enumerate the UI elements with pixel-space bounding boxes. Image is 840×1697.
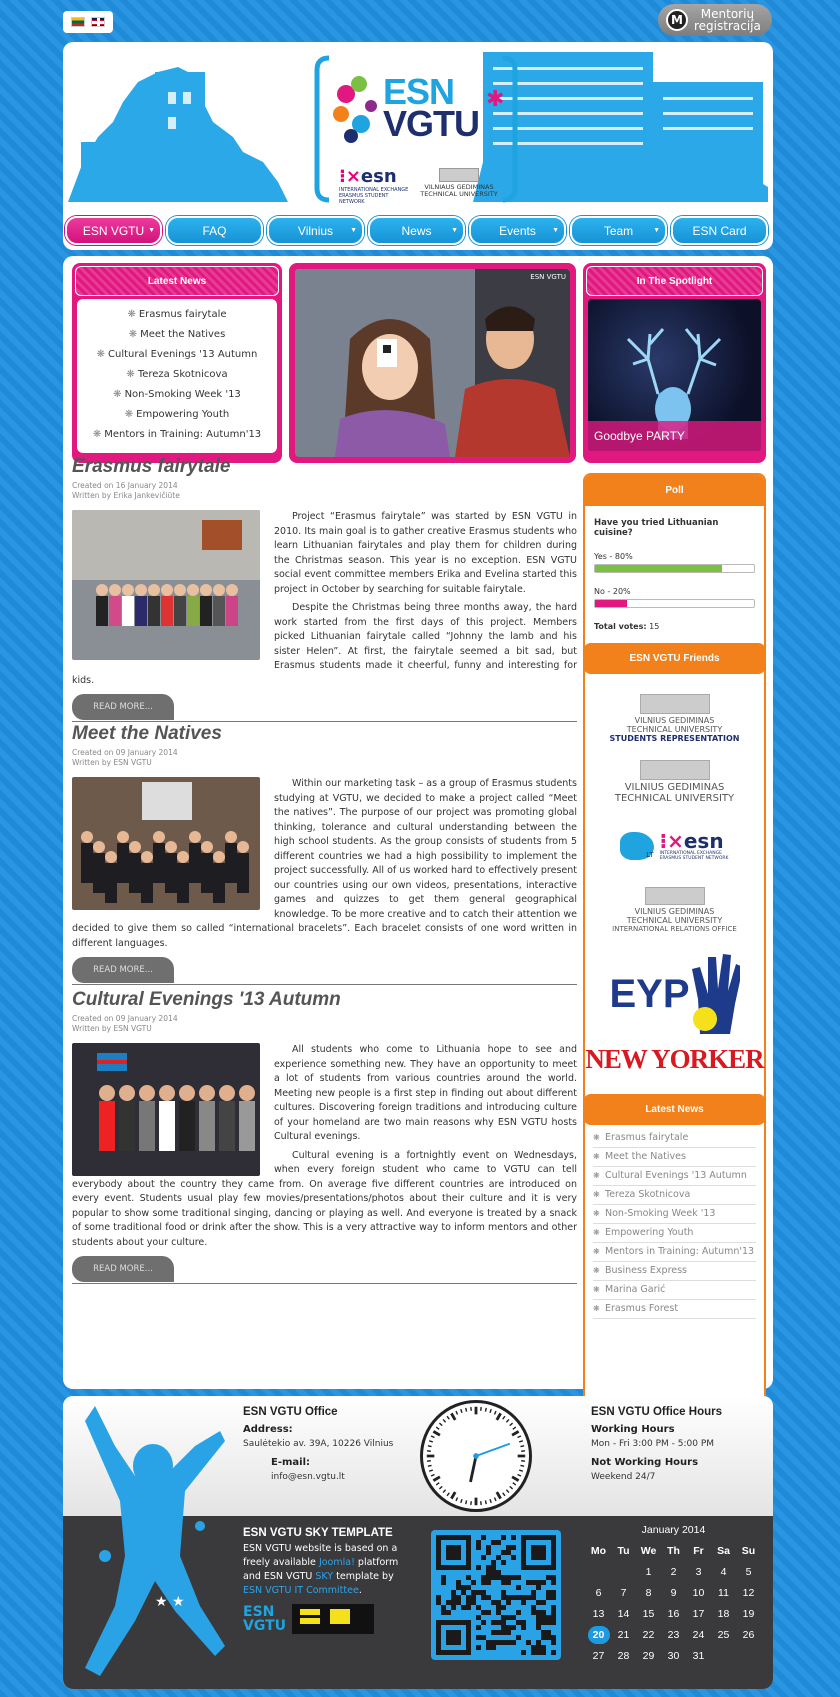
calendar-day[interactable]: 28	[617, 1649, 630, 1662]
nav-label: News	[401, 223, 432, 238]
nav-label: FAQ	[202, 223, 227, 238]
friend-vgtu-international-office[interactable]: VILNIUS GEDIMINAS TECHNICAL UNIVERSITY INTERNATIONAL RELATIONS OFFICE	[601, 880, 748, 940]
latest-news-item[interactable]: ❋ Meet the Natives	[128, 329, 226, 340]
article-paragraph: Within our marketing task – as a group of Erasmus students studying at VGTU, we decided to make a project called “Meet the natives”. The purpose of our project was promoting global thinking, tolerance and cultural understanding between the high school students. As the group consists of students from 5 different countries we had a high possibility to implement the project successfully. All of us worked hard to effectively present our countries using our own videos, presentations, interactive games and quizzes to get them general geographical knowledge. To be more creative and to catch their attention we decided to give them so called “international bracelets”. Each bracelet consists of one word written in different languages.	[72, 778, 577, 949]
spotlight-caption: Goodbye PARTY	[588, 421, 761, 451]
calendar-day[interactable]: 14	[617, 1607, 630, 1620]
calendar-day[interactable]: 21	[617, 1628, 630, 1641]
poll-widget	[585, 506, 764, 643]
side-news-item[interactable]: ❋ Empowering Youth	[593, 1224, 756, 1243]
friend-esn-lithuania[interactable]: LT ⁝×esn INTERNATIONAL EXCHANGE ERASMUS STUDENT NETWORK	[601, 816, 748, 876]
calendar-day[interactable]: 25	[717, 1628, 730, 1641]
latest-news-item[interactable]: ❋ Cultural Evenings '13 Autumn	[96, 349, 258, 360]
svg-text:★ ★: ★ ★	[155, 1594, 185, 1610]
calendar-day[interactable]: 22	[642, 1628, 655, 1641]
nav-label: Vilnius	[297, 223, 334, 238]
esn-vgtu-logo[interactable]	[311, 54, 521, 204]
slider-photo	[295, 269, 570, 457]
article	[72, 989, 577, 1284]
side-news-item[interactable]: ❋ Cultural Evenings '13 Autumn	[593, 1167, 756, 1186]
calendar-day[interactable]: 1	[645, 1565, 652, 1578]
nav-news[interactable]	[368, 216, 465, 245]
nav-esn-vgtu[interactable]	[65, 216, 162, 245]
spotlight-title: In The Spotlight	[586, 266, 763, 296]
caret-down-icon: ▼	[552, 227, 559, 234]
bullet-icon: ❋	[92, 429, 102, 440]
esn-vgtu-small-logo[interactable]: ESN VGTU	[243, 1604, 286, 1634]
sky-link[interactable]: SKY	[315, 1571, 334, 1582]
article-paragraph: Despite the Christmas being three months away, the hard work started from the first days of this project. Members picked Lithuanian fairytale called “Johnny the lamb and his sister Helen”. At first, the fairytale seemed a bit sad, but Erasmus students made it cheerful, funny and interesting for kids.	[72, 602, 577, 686]
slider-watermark: ESN VGTU	[530, 273, 566, 281]
footer-logos	[243, 1604, 413, 1634]
calendar-day[interactable]: 9	[670, 1586, 677, 1599]
svg-text:✱: ✱	[486, 87, 505, 112]
image-slider[interactable]	[289, 263, 576, 463]
calendar-day[interactable]: 15	[642, 1607, 655, 1620]
language-switcher	[63, 11, 113, 33]
vgtu-university-logo: VILNIAUS GEDIMINAS TECHNICAL UNIVERSITY	[419, 168, 499, 198]
calendar-day[interactable]: 29	[642, 1649, 655, 1662]
sky-title: ESN VGTU SKY TEMPLATE	[243, 1527, 393, 1539]
header	[63, 42, 773, 250]
poll-option	[594, 587, 755, 608]
latest-news-item[interactable]: ❋ Empowering Youth	[124, 409, 230, 420]
friends-list	[585, 674, 764, 1094]
article-title[interactable]: Meet the Natives	[72, 723, 222, 744]
nav-label: Events	[499, 223, 536, 238]
side-news-item[interactable]: ❋ Business Express	[593, 1262, 756, 1281]
nav-vilnius[interactable]	[267, 216, 364, 245]
nav-faq[interactable]	[166, 216, 263, 245]
side-news-item[interactable]: ❋ Non-Smoking Week '13	[593, 1205, 756, 1224]
latest-news-list	[77, 299, 277, 453]
calendar-day[interactable]: 13	[592, 1607, 605, 1620]
calendar-weekday: Mo	[590, 1544, 607, 1557]
calendar-day[interactable]: 10	[692, 1586, 705, 1599]
working-hours-label: Working Hours	[591, 1424, 675, 1435]
calendar-weekday: Th	[667, 1544, 680, 1557]
nav-esn-card[interactable]	[671, 216, 768, 245]
lithuanian-flag-icon[interactable]	[71, 17, 85, 27]
side-news-item[interactable]: ❋ Erasmus Forest	[593, 1300, 756, 1319]
side-news-item[interactable]: ❋ Mentors in Training: Autumn'13	[593, 1243, 756, 1262]
article-title[interactable]: Erasmus fairytale	[72, 456, 231, 477]
it-committee-link[interactable]: ESN VGTU IT Committee	[243, 1585, 359, 1596]
calendar-today[interactable]: 20	[586, 1624, 611, 1645]
office-hours-title: ESN VGTU Office Hours	[591, 1406, 722, 1418]
article-image[interactable]	[72, 510, 260, 660]
bullet-icon: ❋	[124, 409, 134, 420]
poll-bar	[594, 564, 755, 573]
calendar-day[interactable]: 16	[667, 1607, 680, 1620]
office-info	[243, 1406, 403, 1482]
latest-news-item[interactable]: ❋ Erasmus fairytale	[127, 309, 227, 320]
latest-news-title: Latest News	[75, 266, 279, 296]
calendar-empty	[586, 1561, 611, 1582]
main-navigation	[65, 216, 768, 245]
side-news-title: Latest News	[583, 1094, 766, 1125]
not-working-label: Not Working Hours	[591, 1457, 699, 1468]
poll-total: Total votes: 15	[594, 622, 660, 631]
joomla-link[interactable]: Joomla!	[318, 1557, 355, 1568]
mentor-logo-icon: M	[666, 9, 688, 31]
friend-eyp-logo[interactable]: EYP	[585, 944, 764, 1044]
calendar-day[interactable]: 12	[742, 1586, 755, 1599]
caret-down-icon: ▼	[653, 227, 660, 234]
sa-solutions-logo[interactable]	[292, 1604, 374, 1634]
esn-network-logo: ⁝×esn INTERNATIONAL EXCHANGE ERASMUS STUDENT NETWORK	[339, 166, 409, 205]
poll-option-label: No - 20%	[594, 587, 631, 596]
caret-down-icon: ▼	[148, 227, 155, 234]
address-label: Address:	[243, 1424, 293, 1435]
friend-newyorker-logo[interactable]: NEW YORKER	[585, 1044, 764, 1074]
read-more-button[interactable]: READ MORE...	[72, 694, 174, 720]
calendar	[586, 1524, 761, 1666]
calendar-weekday: Sa	[717, 1544, 730, 1557]
sky-template-info: ESN VGTU SKY TEMPLATE ESN VGTU website is based on a freely available Joomla! platform and ESN VGTU SKY template by ESN VGTU IT Committee. ESN VGTU	[243, 1526, 413, 1634]
esn-vgtu-wordmark: ESN VGTU	[383, 71, 480, 144]
side-news-item[interactable]: ❋ Tereza Skotnicova	[593, 1186, 756, 1205]
spotlight-item[interactable]	[588, 299, 761, 451]
calendar-empty	[611, 1561, 636, 1582]
bullet-icon: ❋	[113, 389, 122, 400]
read-more-button[interactable]: READ MORE...	[72, 1256, 174, 1282]
article-image[interactable]	[72, 1043, 260, 1176]
qr-code	[431, 1530, 561, 1660]
calendar-day[interactable]: 8	[645, 1586, 652, 1599]
calendar-month: January 2014	[641, 1524, 706, 1536]
email-link[interactable]: info@esn.vgtu.lt	[271, 1472, 345, 1482]
latest-news-item[interactable]: ❋ Mentors in Training: Autumn'13	[92, 429, 262, 440]
footer	[63, 1396, 773, 1689]
poll-bar-fill	[595, 600, 627, 607]
calendar-day[interactable]: 4	[720, 1565, 727, 1578]
poll-bar-fill	[595, 565, 722, 572]
side-news-item[interactable]: ❋ Meet the Natives	[593, 1148, 756, 1167]
article-meta: Created on 09 January 2014 Written by ESN VGTU	[72, 1014, 178, 1033]
latest-news-item[interactable]: ❋ Non-Smoking Week '13	[113, 389, 241, 400]
side-news-list	[585, 1125, 764, 1323]
nav-events[interactable]	[469, 216, 566, 245]
calendar-empty	[736, 1645, 761, 1666]
article-meta: Created on 09 January 2014 Written by ESN VGTU	[72, 748, 178, 767]
side-news-item[interactable]: ❋ Erasmus fairytale	[593, 1129, 756, 1148]
calendar-weekday: Su	[741, 1544, 756, 1557]
poll-title: Poll	[585, 475, 764, 506]
calendar-day[interactable]: 7	[620, 1586, 627, 1599]
friends-title: ESN VGTU Friends	[583, 643, 766, 674]
calendar-weekday: Tu	[617, 1544, 630, 1557]
office-title: ESN VGTU Office	[243, 1406, 338, 1418]
calendar-day[interactable]: 30	[667, 1649, 680, 1662]
calendar-day[interactable]: 6	[595, 1586, 602, 1599]
friend-vgtu[interactable]: VILNIUS GEDIMINAS TECHNICAL UNIVERSITY	[601, 752, 748, 812]
english-flag-icon[interactable]	[91, 17, 105, 27]
calendar-day[interactable]: 3	[695, 1565, 702, 1578]
article-title[interactable]: Cultural Evenings '13 Autumn	[72, 989, 341, 1010]
calendar-day[interactable]: 18	[717, 1607, 730, 1620]
nav-label: ESN VGTU	[82, 223, 145, 238]
calendar-day[interactable]: 19	[742, 1607, 755, 1620]
poll-bar	[594, 599, 755, 608]
working-hours-value: Mon - Fri 3:00 PM - 5:00 PM	[591, 1439, 715, 1449]
article-meta: Created on 16 January 2014 Written by Erika Jankevičiūte	[72, 481, 180, 500]
article-paragraph: Cultural evening is a fortnightly event on Wednesdays, when every foreign student who came to VGTU can tell everybody about the country they came from. On average five different countries are introduced on every event. Students usual play few movies/presentations/photos about their culture and it is very popular to show some traditional singing, dancing or playing as well. And everyone is treated by a snack of some traditional food or drink after the show. This is a very attractive way to inform mentors and other students about your culture.	[72, 1149, 577, 1248]
nav-team[interactable]	[570, 216, 667, 245]
read-more-button[interactable]: READ MORE...	[72, 957, 174, 983]
article	[72, 723, 577, 985]
latest-news-widget	[72, 263, 282, 463]
calendar-day[interactable]: 2	[670, 1565, 677, 1578]
address-value: Saulėtekio av. 39A, 10226 Vilnius	[243, 1439, 394, 1449]
latest-news-item[interactable]: ❋ Tereza Skotnicova	[126, 369, 228, 380]
calendar-day[interactable]: 17	[692, 1607, 705, 1620]
nav-label: ESN Card	[692, 223, 747, 238]
article	[72, 456, 577, 722]
mentor-registration-button[interactable]	[658, 4, 772, 36]
spotlight-widget	[583, 263, 766, 463]
calendar-day[interactable]: 11	[718, 1586, 729, 1599]
article-image[interactable]	[72, 777, 260, 910]
face-painting-photo	[295, 269, 570, 457]
calendar-day[interactable]: 26	[742, 1628, 755, 1641]
nav-label: Team	[603, 223, 634, 238]
article-paragraph: All students who come to Lithuania hope to see and experience something new. They have an opportunity to meet a lot of students from various countries around the world. Meeting new people is a first step in finding out about different cultures. Discovering foreign traditions and introducing culture of your homeland are two main reasons why ESN VGTU hosts Cultural evenings.	[274, 1044, 577, 1142]
calendar-day[interactable]: 31	[692, 1649, 705, 1662]
calendar-weekday: We	[640, 1544, 657, 1557]
calendar-day[interactable]: 24	[692, 1628, 705, 1641]
email-label: E-mail:	[271, 1457, 311, 1468]
office-hours	[591, 1406, 761, 1482]
poll-option-label: Yes - 80%	[594, 552, 633, 561]
jumping-person-illustration	[75, 1406, 225, 1686]
analog-clock	[420, 1400, 532, 1512]
poll-question: Have you tried Lithuanian cuisine?	[594, 518, 719, 538]
calendar-day[interactable]: 5	[745, 1565, 752, 1578]
calendar-day[interactable]: 23	[667, 1628, 680, 1641]
mentor-registration-label: Mentorių registracija	[694, 7, 761, 33]
caret-down-icon: ▼	[350, 227, 357, 234]
bullet-icon: ❋	[96, 349, 106, 360]
poll-option	[594, 552, 755, 573]
calendar-empty	[711, 1645, 736, 1666]
bullet-icon: ❋	[127, 309, 136, 320]
calendar-grid	[586, 1540, 761, 1666]
sidebar-right	[583, 473, 766, 1417]
bullet-icon: ❋	[126, 369, 135, 380]
eyp-hand-icon	[690, 949, 740, 1039]
article-paragraph: Project “Erasmus fairytale” was started by ESN VGTU in 2010. Its main goal is to gather creative Erasmus students who learn Lithuanian fairytales and play them for children during the Christmas season. This year is no exception. ESN VGTU social event committee members Erika and Evelina started this project in October by searching for suitable fairytale.	[274, 511, 577, 595]
calendar-weekday: Fr	[693, 1544, 704, 1557]
main-content	[63, 256, 773, 1389]
friend-vgtu-students-representation[interactable]: VILNIUS GEDIMINAS TECHNICAL UNIVERSITY STUDENTS REPRESENTATION	[601, 688, 748, 748]
calendar-day[interactable]: 27	[592, 1649, 605, 1662]
bullet-icon: ❋	[128, 329, 138, 340]
not-working-value: Weekend 24/7	[591, 1472, 656, 1482]
side-news-item[interactable]: ❋ Marina Garić	[593, 1281, 756, 1300]
caret-down-icon: ▼	[451, 227, 458, 234]
